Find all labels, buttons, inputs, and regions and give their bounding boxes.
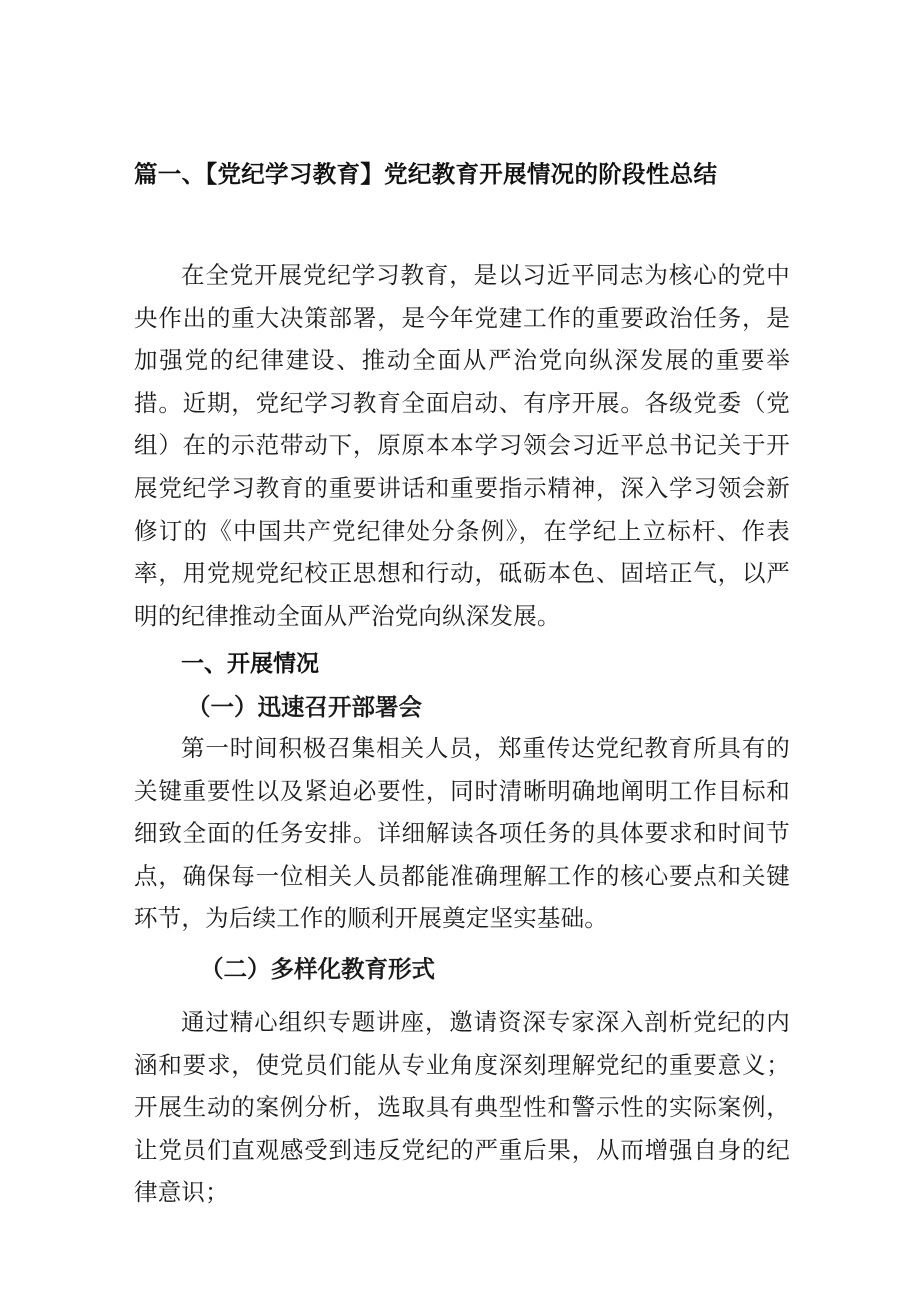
subsection-heading-2: （二）多样化教育形式 — [200, 955, 435, 983]
subsection-2-paragraph: 通过精心组织专题讲座，邀请资深专家深入剖析党纪的内涵和要求，使党员们能从专业角度深刻理解党纪的重要意义；开展生动的案例分析，选取具有典型性和警示性的实际案例，让党员们直观感受到违反党纪的严重后果，从而增强自身的纪律意识； — [134, 1008, 790, 1207]
document-title: 篇一、【党纪学习教育】党纪教育开展情况的阶段性总结 — [134, 160, 718, 188]
intro-paragraph: 在全党开展党纪学习教育，是以习近平同志为核心的党中央作出的重大决策部署，是今年党建工作的重要政治任务，是加强党的纪律建设、推动全面从严治党向纵深发展的重要举措。近期，党纪学习教育全面启动、有序开展。各级党委（党组）在的示范带动下，原原本本学习领会习近平总书记关于开展党纪学习教育的重要讲话和重要指示精神，深入学习领会新修订的《中国共产党纪律处分条例》，在学纪上立标杆、作表率，用党规党纪校正思想和行动，砥砺本色、固培正气，以严明的纪律推动全面从严治党向纵深发展。 — [134, 261, 790, 630]
subsection-1-paragraph: 第一时间积极召集相关人员，郑重传达党纪教育所具有的关键重要性以及紧迫必要性，同时清晰明确地阐明工作目标和细致全面的任务安排。详细解读各项任务的具体要求和时间节点，确保每一位相关人员都能准确理解工作的核心要点和关键环节，为后续工作的顺利开展奠定坚实基础。 — [134, 734, 790, 933]
subsection-heading-1: （一）迅速召开部署会 — [187, 693, 422, 721]
section-heading-1: 一、开展情况 — [181, 651, 319, 677]
